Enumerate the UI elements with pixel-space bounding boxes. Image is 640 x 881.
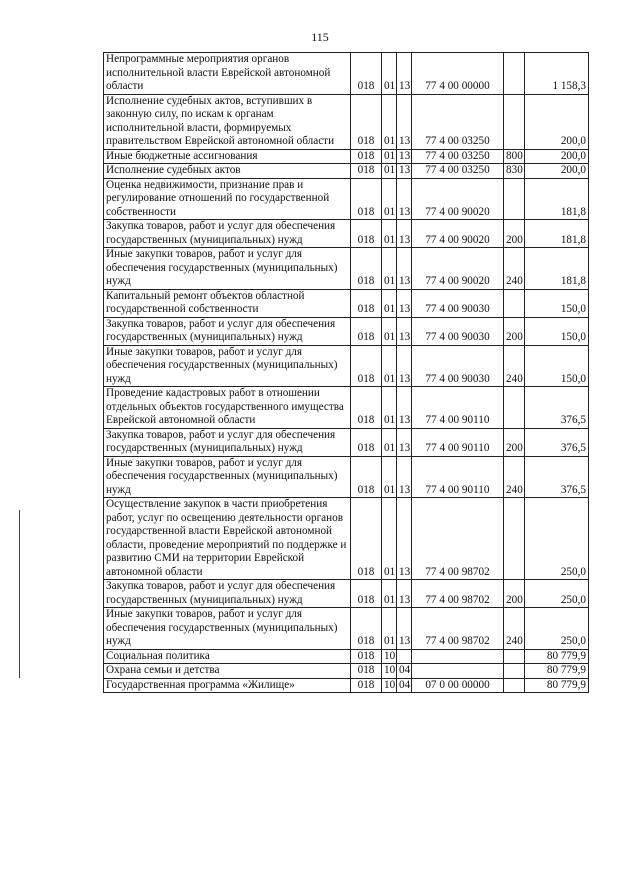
expense-type-cell: 200 [504, 220, 525, 248]
grbs-code-cell: 018 [351, 345, 382, 387]
table-row [104, 220, 589, 248]
table-row [104, 289, 589, 317]
section-code-cell: 10 [382, 678, 397, 693]
amount-cell: 376,5 [525, 428, 589, 456]
grbs-code-cell: 018 [351, 248, 382, 290]
table-row [104, 580, 589, 608]
grbs-code-cell: 018 [351, 94, 382, 149]
table-row [104, 498, 589, 580]
subsection-code-cell: 13 [397, 345, 412, 387]
row-name-cell: Иные бюджетные ассигнования [104, 149, 351, 164]
row-name-cell: Иные закупки товаров, работ и услуг для обеспечения государственных (муниципальных) нужд [104, 608, 351, 650]
grbs-code-cell: 018 [351, 580, 382, 608]
target-article-cell: 77 4 00 98702 [412, 608, 504, 650]
target-article-cell: 77 4 00 90020 [412, 220, 504, 248]
row-name-cell: Осуществление закупок в части приобретения работ, услуг по освещению деятельности органов государственной власти Еврейской автономной области, проведение мероприятий по поддержке и развитию СМИ на территории Еврейской автономной области [104, 498, 351, 580]
amount-cell: 200,0 [525, 94, 589, 149]
target-article-cell: 77 4 00 98702 [412, 580, 504, 608]
section-code-cell: 01 [382, 248, 397, 290]
expense-type-cell [504, 289, 525, 317]
table-row [104, 149, 589, 164]
amount-cell: 181,8 [525, 178, 589, 220]
target-article-cell: 77 4 00 03250 [412, 94, 504, 149]
row-name-cell: Социальная политика [104, 649, 351, 664]
row-name-cell: Оценка недвижимости, признание прав и регулирование отношений по государственной собственности [104, 178, 351, 220]
subsection-code-cell: 04 [397, 678, 412, 693]
expense-type-cell [504, 53, 525, 95]
page-number: 115 [311, 30, 329, 44]
subsection-code-cell: 13 [397, 317, 412, 345]
amount-cell: 1 158,3 [525, 53, 589, 95]
subsection-code-cell: 13 [397, 220, 412, 248]
amount-cell: 80 779,9 [525, 664, 589, 679]
subsection-code-cell: 13 [397, 178, 412, 220]
expense-type-cell: 200 [504, 428, 525, 456]
table-row [104, 678, 589, 693]
section-code-cell: 01 [382, 94, 397, 149]
grbs-code-cell: 018 [351, 53, 382, 95]
table-row [104, 164, 589, 179]
table-row [104, 178, 589, 220]
budget-table [103, 52, 589, 693]
subsection-code-cell: 13 [397, 580, 412, 608]
target-article-cell: 77 4 00 90020 [412, 248, 504, 290]
row-name-cell: Закупка товаров, работ и услуг для обеспечения государственных (муниципальных) нужд [104, 317, 351, 345]
row-name-cell: Закупка товаров, работ и услуг для обеспечения государственных (муниципальных) нужд [104, 580, 351, 608]
expense-type-cell [504, 678, 525, 693]
row-name-cell: Закупка товаров, работ и услуг для обеспечения государственных (муниципальных) нужд [104, 220, 351, 248]
row-name-cell: Охрана семьи и детства [104, 664, 351, 679]
row-name-cell: Государственная программа «Жилище» [104, 678, 351, 693]
amount-cell: 376,5 [525, 387, 589, 429]
subsection-code-cell: 13 [397, 289, 412, 317]
expense-type-cell [504, 94, 525, 149]
table-row [104, 664, 589, 679]
table-row [104, 649, 589, 664]
row-name-cell: Проведение кадастровых работ в отношении отдельных объектов государственного имущества Еврейской автономной области [104, 387, 351, 429]
grbs-code-cell: 018 [351, 428, 382, 456]
expense-type-cell: 200 [504, 317, 525, 345]
target-article-cell: 77 4 00 90030 [412, 345, 504, 387]
section-code-cell: 01 [382, 498, 397, 580]
section-code-cell: 10 [382, 649, 397, 664]
section-code-cell: 01 [382, 178, 397, 220]
table-row [104, 248, 589, 290]
target-article-cell: 77 4 00 90110 [412, 456, 504, 498]
section-code-cell: 01 [382, 317, 397, 345]
amount-cell: 80 779,9 [525, 649, 589, 664]
row-name-cell: Непрограммные мероприятия органов исполнительной власти Еврейской автономной области [104, 53, 351, 95]
grbs-code-cell: 018 [351, 678, 382, 693]
amount-cell: 150,0 [525, 289, 589, 317]
section-code-cell: 01 [382, 53, 397, 95]
subsection-code-cell: 04 [397, 664, 412, 679]
expense-type-cell [504, 649, 525, 664]
expense-type-cell: 240 [504, 345, 525, 387]
expense-type-cell: 800 [504, 149, 525, 164]
subsection-code-cell: 13 [397, 248, 412, 290]
target-article-cell: 77 4 00 90110 [412, 387, 504, 429]
subsection-code-cell: 13 [397, 428, 412, 456]
table-row [104, 428, 589, 456]
subsection-code-cell [397, 649, 412, 664]
target-article-cell: 77 4 00 90020 [412, 178, 504, 220]
amount-cell: 200,0 [525, 149, 589, 164]
target-article-cell: 77 4 00 90030 [412, 317, 504, 345]
amount-cell: 250,0 [525, 608, 589, 650]
expense-type-cell: 200 [504, 580, 525, 608]
subsection-code-cell: 13 [397, 53, 412, 95]
section-code-cell: 01 [382, 428, 397, 456]
section-code-cell: 01 [382, 387, 397, 429]
section-code-cell: 01 [382, 608, 397, 650]
table-row [104, 53, 589, 95]
section-code-cell: 01 [382, 345, 397, 387]
table-row [104, 94, 589, 149]
expense-type-cell: 830 [504, 164, 525, 179]
target-article-cell: 77 4 00 98702 [412, 498, 504, 580]
amount-cell: 80 779,9 [525, 678, 589, 693]
row-name-cell: Иные закупки товаров, работ и услуг для обеспечения государственных (муниципальных) нужд [104, 456, 351, 498]
expense-type-cell [504, 387, 525, 429]
grbs-code-cell: 018 [351, 149, 382, 164]
grbs-code-cell: 018 [351, 608, 382, 650]
table-row [104, 456, 589, 498]
row-name-cell: Исполнение судебных актов, вступивших в законную силу, по искам к органам исполнительной власти, формируемых правительством Еврейской автономной области [104, 94, 351, 149]
grbs-code-cell: 018 [351, 178, 382, 220]
expense-type-cell [504, 178, 525, 220]
grbs-code-cell: 018 [351, 289, 382, 317]
target-article-cell [412, 649, 504, 664]
subsection-code-cell: 13 [397, 387, 412, 429]
row-name-cell: Закупка товаров, работ и услуг для обеспечения государственных (муниципальных) нужд [104, 428, 351, 456]
table-row [104, 345, 589, 387]
grbs-code-cell: 018 [351, 164, 382, 179]
grbs-code-cell: 018 [351, 664, 382, 679]
expense-type-cell [504, 664, 525, 679]
row-name-cell: Иные закупки товаров, работ и услуг для обеспечения государственных (муниципальных) нужд [104, 248, 351, 290]
expense-type-cell [504, 498, 525, 580]
table-row [104, 387, 589, 429]
section-code-cell: 01 [382, 149, 397, 164]
subsection-code-cell: 13 [397, 456, 412, 498]
amount-cell: 150,0 [525, 345, 589, 387]
section-code-cell: 01 [382, 289, 397, 317]
subsection-code-cell: 13 [397, 164, 412, 179]
amount-cell: 150,0 [525, 317, 589, 345]
grbs-code-cell: 018 [351, 649, 382, 664]
expense-type-cell: 240 [504, 608, 525, 650]
grbs-code-cell: 018 [351, 220, 382, 248]
table-row [104, 608, 589, 650]
target-article-cell: 77 4 00 90110 [412, 428, 504, 456]
row-name-cell: Капитальный ремонт объектов областной государственной собственности [104, 289, 351, 317]
row-name-cell: Иные закупки товаров, работ и услуг для обеспечения государственных (муниципальных) нужд [104, 345, 351, 387]
row-name-cell: Исполнение судебных актов [104, 164, 351, 179]
target-article-cell: 77 4 00 00000 [412, 53, 504, 95]
section-code-cell: 01 [382, 580, 397, 608]
section-code-cell: 01 [382, 164, 397, 179]
target-article-cell: 77 4 00 03250 [412, 164, 504, 179]
amount-cell: 250,0 [525, 498, 589, 580]
amount-cell: 181,8 [525, 220, 589, 248]
target-article-cell: 77 4 00 03250 [412, 149, 504, 164]
section-code-cell: 01 [382, 220, 397, 248]
margin-line [19, 510, 20, 678]
budget-table-body [104, 53, 589, 693]
grbs-code-cell: 018 [351, 317, 382, 345]
table-row [104, 317, 589, 345]
amount-cell: 181,8 [525, 248, 589, 290]
grbs-code-cell: 018 [351, 456, 382, 498]
subsection-code-cell: 13 [397, 149, 412, 164]
grbs-code-cell: 018 [351, 387, 382, 429]
subsection-code-cell: 13 [397, 94, 412, 149]
expense-type-cell: 240 [504, 248, 525, 290]
target-article-cell [412, 664, 504, 679]
amount-cell: 250,0 [525, 580, 589, 608]
section-code-cell: 01 [382, 456, 397, 498]
amount-cell: 200,0 [525, 164, 589, 179]
section-code-cell: 10 [382, 664, 397, 679]
amount-cell: 376,5 [525, 456, 589, 498]
grbs-code-cell: 018 [351, 498, 382, 580]
target-article-cell: 07 0 00 00000 [412, 678, 504, 693]
target-article-cell: 77 4 00 90030 [412, 289, 504, 317]
subsection-code-cell: 13 [397, 498, 412, 580]
expense-type-cell: 240 [504, 456, 525, 498]
subsection-code-cell: 13 [397, 608, 412, 650]
